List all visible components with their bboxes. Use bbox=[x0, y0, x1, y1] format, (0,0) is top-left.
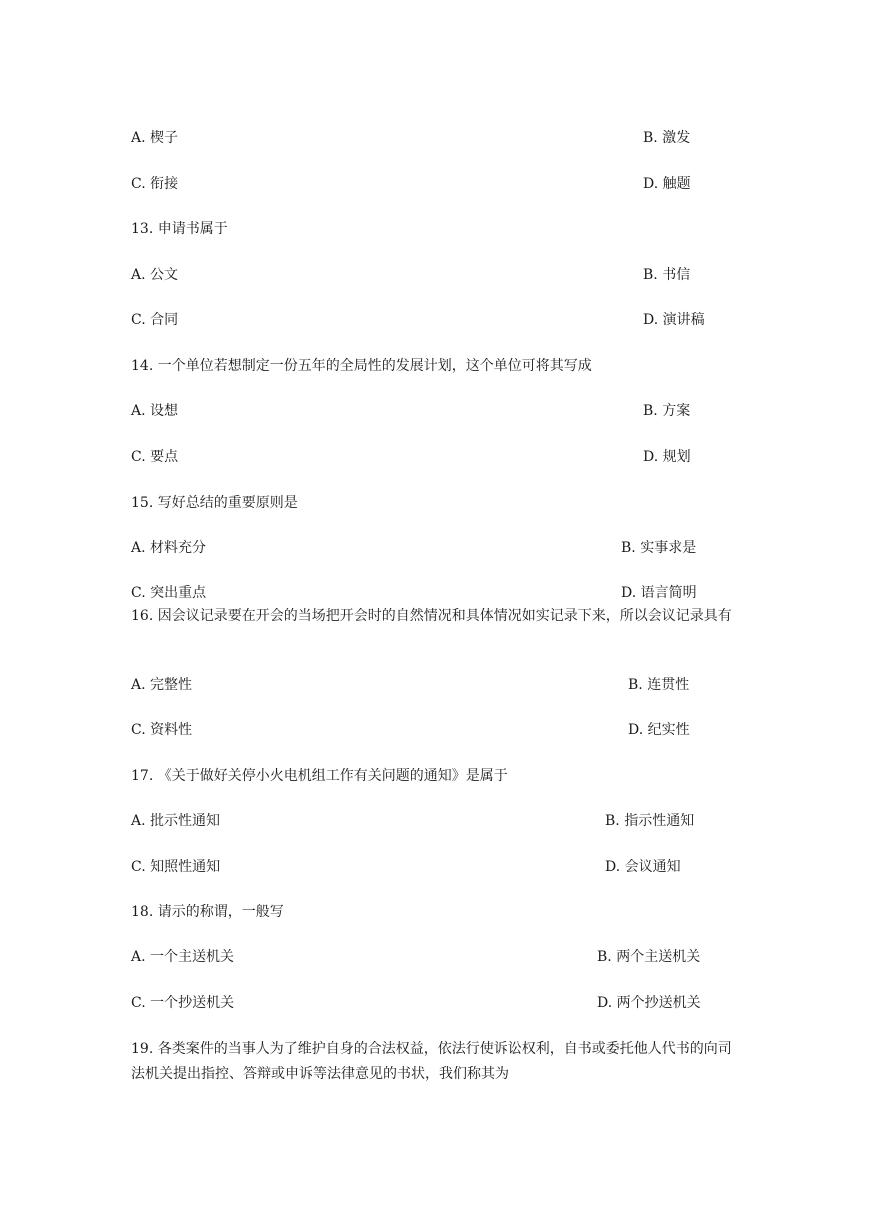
q15-option-c: C. 突出重点 bbox=[131, 585, 207, 601]
q13-option-b: B. 书信 bbox=[643, 267, 691, 283]
q15-option-d: D. 语言简明 bbox=[621, 585, 697, 601]
q17-option-a: A. 批示性通知 bbox=[131, 813, 221, 829]
q17-option-b: B. 指示性通知 bbox=[605, 813, 695, 829]
q15-option-b: B. 实事求是 bbox=[621, 540, 697, 556]
q16-option-d: D. 纪实性 bbox=[628, 722, 690, 738]
q14-stem: 14. 一个单位若想制定一份五年的全局性的发展计划，这个单位可将其写成 bbox=[131, 358, 592, 374]
q13-stem: 13. 申请书属于 bbox=[131, 221, 228, 237]
q12-option-d: D. 触题 bbox=[643, 176, 691, 192]
q13-option-c: C. 合同 bbox=[131, 312, 179, 328]
q16-option-b: B. 连贯性 bbox=[628, 677, 690, 693]
q14-option-d: D. 规划 bbox=[643, 449, 691, 465]
q15-stem: 15. 写好总结的重要原则是 bbox=[131, 495, 298, 511]
q12-option-b: B. 激发 bbox=[643, 130, 691, 146]
q14-option-b: B. 方案 bbox=[643, 403, 691, 419]
q18-option-d: D. 两个抄送机关 bbox=[597, 995, 701, 1011]
q17-stem: 17. 《关于做好关停小火电机组工作有关问题的通知》是属于 bbox=[131, 768, 508, 784]
q12-option-a: A. 楔子 bbox=[131, 130, 179, 146]
q13-option-a: A. 公文 bbox=[131, 267, 179, 283]
q16-option-a: A. 完整性 bbox=[131, 677, 193, 693]
q13-option-d: D. 演讲稿 bbox=[643, 312, 705, 328]
q12-option-c: C. 衔接 bbox=[131, 176, 179, 192]
q16-option-c: C. 资料性 bbox=[131, 722, 193, 738]
q18-stem: 18. 请示的称谓，一般写 bbox=[131, 904, 284, 920]
q14-option-c: C. 要点 bbox=[131, 449, 179, 465]
q17-option-c: C. 知照性通知 bbox=[131, 859, 221, 875]
q15-option-a: A. 材料充分 bbox=[131, 540, 207, 556]
q14-option-a: A. 设想 bbox=[131, 403, 179, 419]
q18-option-b: B. 两个主送机关 bbox=[597, 949, 701, 965]
q18-option-c: C. 一个抄送机关 bbox=[131, 995, 235, 1011]
q16-stem: 16. 因会议记录要在开会的当场把开会时的自然情况和具体情况如实记录下来，所以会议记录具有 bbox=[131, 608, 732, 624]
q17-option-d: D. 会议通知 bbox=[605, 859, 681, 875]
q19-stem: 19. 各类案件的当事人为了维护自身的合法权益，依法行使诉讼权利，自书或委托他人代书的向司法机关提出指控、答辩或申诉等法律意见的书状，我们称其为 bbox=[131, 1041, 732, 1082]
q18-option-a: A. 一个主送机关 bbox=[131, 949, 235, 965]
